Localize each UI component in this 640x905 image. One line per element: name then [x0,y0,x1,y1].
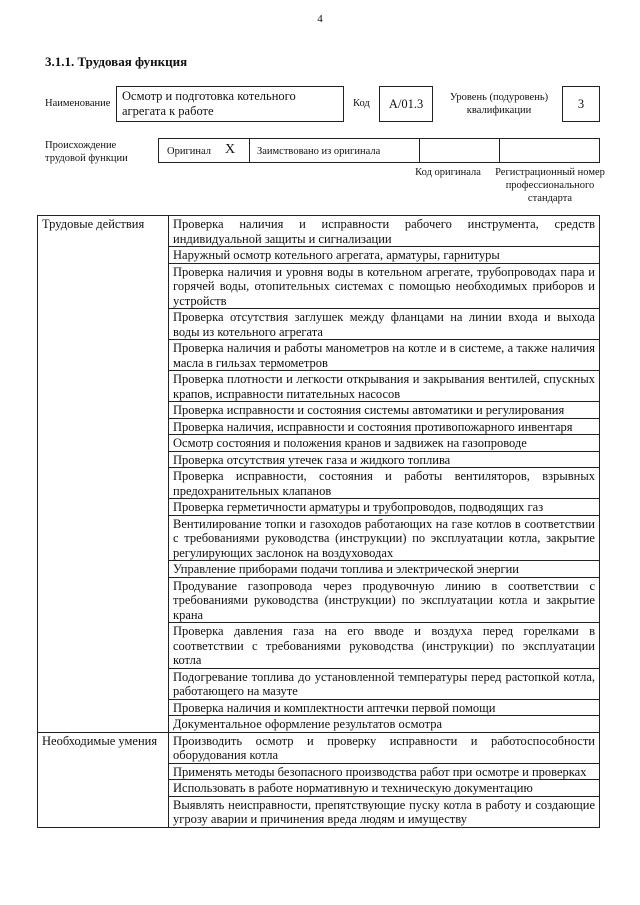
table-cell-item: Проверка наличия и исправности рабочего инструмента, средств индивидуальной защиты и сигнализации [169,216,600,247]
group-label-skills: Необходимые умения [38,732,169,827]
table-cell-item: Проверка герметичности арматуры и трубопроводов, подводящих газ [169,499,600,516]
table-cell-item: Вентилирование топки и газоходов работающих на газе котлов в соответствии с требованиями руководства (инструкции) по эксплуатации котла, закрытие регулирующих заслонок на воздуховодах [169,515,600,561]
origin-table [158,138,600,163]
table-row [38,216,600,247]
table-cell-item: Документальное оформление результатов осмотра [169,716,600,733]
table-cell-item: Проверка наличия и комплектности аптечки первой помощи [169,699,600,716]
table-cell-item: Управление приборами подачи топлива и электрической энергии [169,561,600,578]
table-row [38,732,600,763]
table-cell-item: Выявлять неисправности, препятствующие пуску котла в работу и создающие угрозу аварии и причинения вреда людям и имуществу [169,796,600,827]
table-cell-item: Проверка отсутствия заглушек между фланцами на линии входа и выхода воды из котельного агрегата [169,309,600,340]
original-mark: X [225,142,236,157]
table-cell-item: Производить осмотр и проверку исправности и работоспособности оборудования котла [169,732,600,763]
table-cell-item: Проверка наличия и работы манометров на котле и в системе, а также наличия масла в гильзах термометров [169,340,600,371]
code-caption: Код оригинала [415,167,481,178]
table-cell-item: Проверка исправности, состояния и работы вентиляторов, взрывных предохранительных клапанов [169,468,600,499]
origin-label: Происхождение трудовой функции [45,140,128,164]
code-label: Код [353,98,370,109]
table-cell-item: Проверка плотности и легкости открывания и закрывания вентилей, спускных крапов, исправности питательных насосов [169,371,600,402]
level-label: Уровень (подуровень) квалификации [449,92,549,116]
reg-caption: Регистрационный номер профессионального стандарта [495,167,605,204]
table-cell-item: Проверка давления газа на его вводе и воздуха перед горелками в соответствии с требованиями руководства (инструкции) по эксплуатации котла [169,623,600,669]
level-value: 3 [562,86,600,122]
code-value: А/01.3 [379,86,433,122]
section-title: 3.1.1. Трудовая функция [45,54,188,69]
table-cell-item: Применять методы безопасного производства работ при осмотре и проверках [169,763,600,780]
table-cell-item: Осмотр состояния и положения кранов и задвижек на газопроводе [169,435,600,452]
table-cell-item: Проверка исправности и состояния системы автоматики и регулирования [169,402,600,419]
name-value: Осмотр и подготовка котельного агрегата к работе [116,86,344,122]
table-cell-item: Использовать в работе нормативную и техническую документацию [169,780,600,797]
functions-table [37,215,600,828]
original-label: Оригинал [167,146,211,157]
page-number: 4 [317,13,323,25]
table-cell-item: Проверка наличия, исправности и состояния противопожарного инвентаря [169,418,600,435]
table-cell-item: Наружный осмотр котельного агрегата, арматуры, гарнитуры [169,247,600,264]
table-cell-item: Подогревание топлива до установленной температуры перед растопкой котла, работающего на мазуте [169,668,600,699]
table-cell-item: Продувание газопровода через продувочную линию в соответствии с требованиями руководства (инструкции) по эксплуатации котла и закрытие крана [169,577,600,623]
name-label: Наименование [45,98,111,109]
table-cell-item: Проверка отсутствия утечек газа и жидкого топлива [169,451,600,468]
table-cell-item: Проверка наличия и уровня воды в котельном агрегате, трубопроводах пара и горячей воды, отопительных системах с помощью необходимых приборов и устройств [169,263,600,309]
borrowed-label: Заимствовано из оригинала [257,146,381,157]
group-label-actions: Трудовые действия [38,216,169,733]
